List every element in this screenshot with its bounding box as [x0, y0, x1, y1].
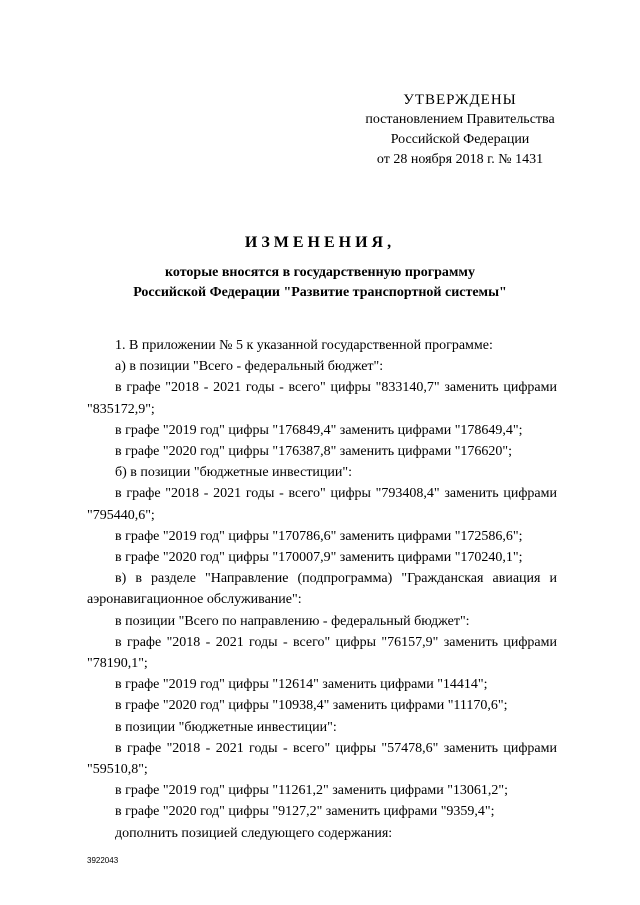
paragraph: в) в разделе "Направление (подпрограмма) "Гражданская авиация и аэронавигационное обслуживание":	[87, 571, 557, 608]
document-subtitle	[0, 263, 640, 303]
paragraph: в графе "2018 - 2021 годы - всего" цифры "76157,9" заменить цифрами "78190,1";	[87, 634, 557, 672]
paragraph: в графе "2020 год" цифры "10938,4" заменить цифрами "11170,6";	[115, 698, 508, 714]
paragraph: в графе "2019 год" цифры "11261,2" заменить цифрами "13061,2";	[115, 783, 509, 799]
paragraph: в позиции "Всего по направлению - федеральный бюджет":	[115, 613, 470, 629]
approval-block	[340, 90, 580, 170]
paragraph: в позиции "бюджетные инвестиции":	[115, 719, 337, 735]
subtitle-line-1: которые вносятся в государственную программу	[165, 265, 475, 280]
subtitle-line-2: Российской Федерации "Развитие транспортной системы"	[133, 285, 507, 300]
document-body	[87, 335, 557, 844]
paragraph: в графе "2019 год" цифры "170786,6" заменить цифрами "172586,6";	[115, 528, 523, 544]
paragraph: в графе "2019 год" цифры "176849,4" заменить цифрами "178649,4";	[115, 422, 523, 438]
document-title: ИЗМЕНЕНИЯ,	[244, 234, 396, 251]
paragraph: в графе "2018 - 2021 годы - всего" цифры "57478,6" заменить цифрами "59510,8";	[87, 740, 557, 778]
paragraph: а) в позиции "Всего - федеральный бюджет":	[115, 359, 384, 375]
paragraph: в графе "2018 - 2021 годы - всего" цифры "833140,7" заменить цифрами "835172,9";	[87, 380, 557, 417]
approval-line-1: постановлением Правительства	[365, 112, 555, 127]
paragraph: в графе "2019 год" цифры "12614" заменить цифрами "14414";	[115, 677, 488, 693]
approval-line-3: от 28 ноября 2018 г. № 1431	[376, 152, 544, 167]
paragraph: б) в позиции "бюджетные инвестиции":	[115, 465, 353, 481]
document-id: 3922043	[87, 856, 119, 865]
paragraph: в графе "2020 год" цифры "170007,9" заменить цифрами "170240,1";	[115, 550, 523, 566]
paragraph: дополнить позицией следующего содержания:	[115, 825, 393, 841]
paragraph: в графе "2020 год" цифры "176387,8" заменить цифрами "176620";	[115, 444, 513, 460]
paragraph: в графе "2018 - 2021 годы - всего" цифры "793408,4" заменить цифрами "795440,6";	[87, 486, 557, 523]
paragraph: в графе "2020 год" цифры "9127,2" заменить цифрами "9359,4";	[115, 804, 495, 820]
approval-title: УТВЕРЖДЕНЫ	[403, 92, 517, 108]
approval-line-2: Российской Федерации	[390, 132, 530, 147]
paragraph: 1. В приложении № 5 к указанной государственной программе:	[115, 338, 493, 353]
